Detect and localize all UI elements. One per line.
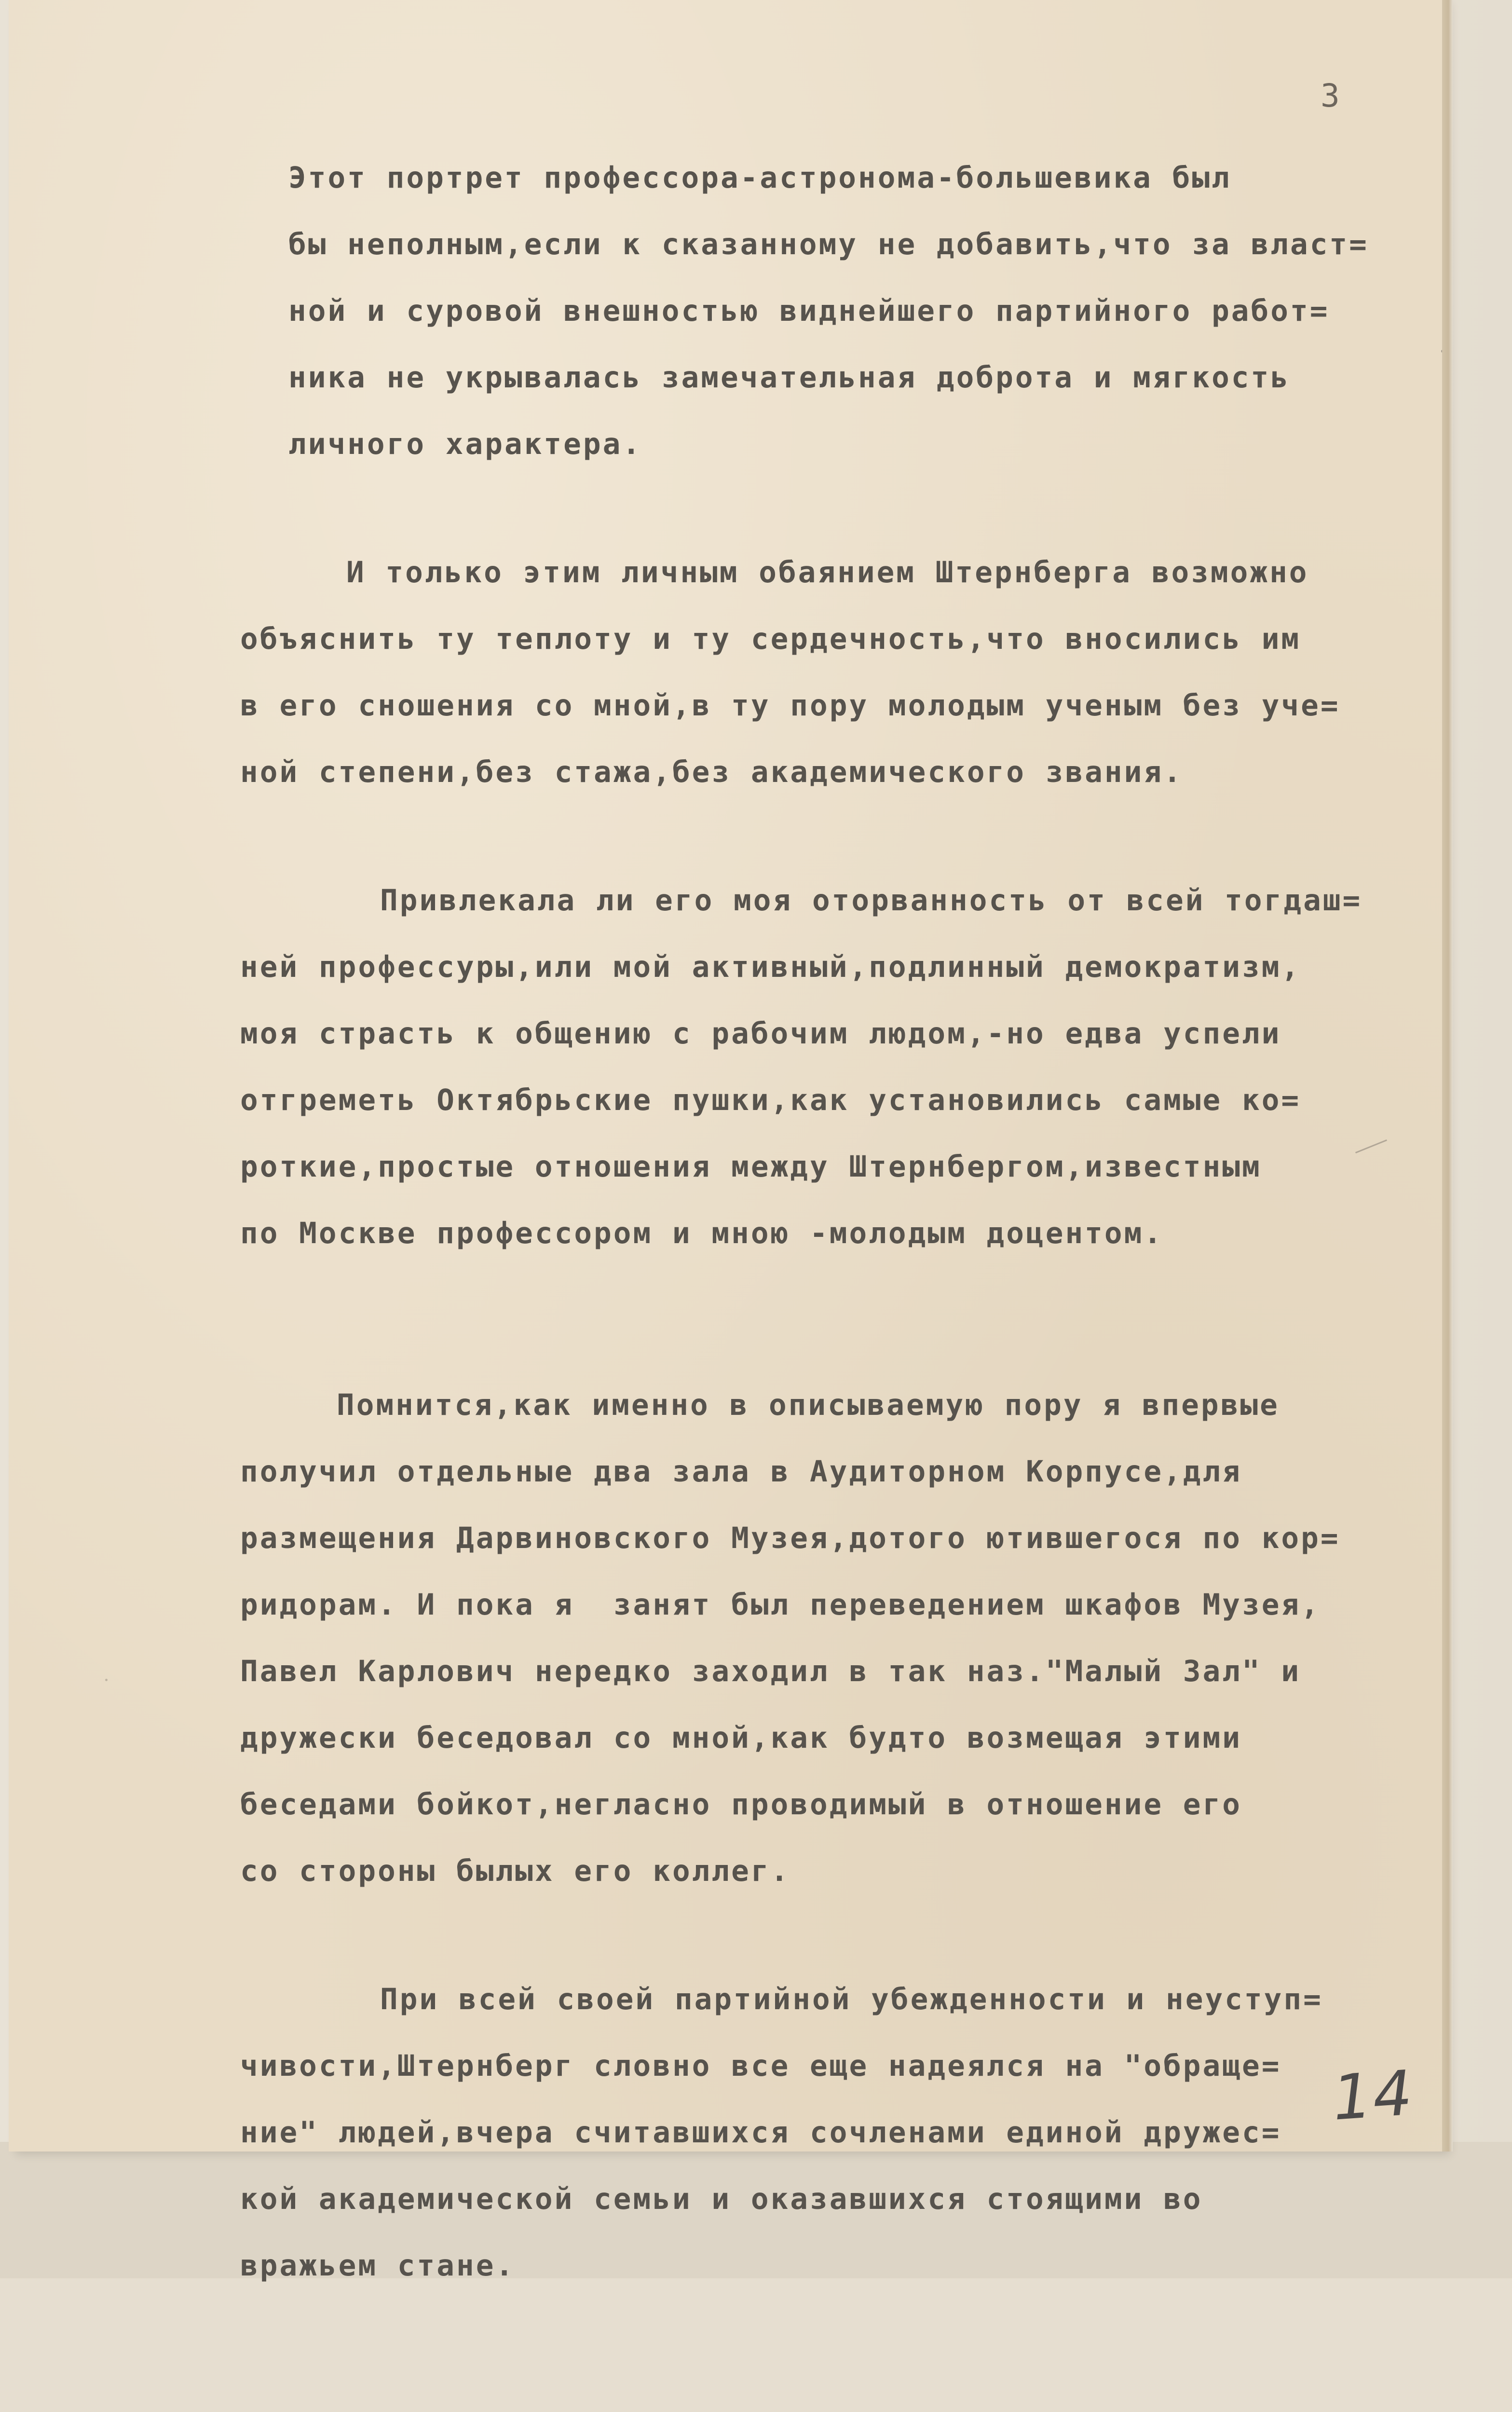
typed-text-body	[240, 145, 1456, 2299]
text-line: по Москве профессором и мною -молодым доцентом.	[240, 1216, 1164, 1250]
text-line: Павел Карлович нередко заходил в так наз."Малый Зал" и	[240, 1654, 1301, 1688]
text-line: дружески беседовал со мной,как будто возмещая этими	[240, 1721, 1242, 1755]
page-number: 3	[1321, 77, 1342, 114]
text-line: ней профессуры,или мой активный,подлинный демократизм,	[240, 950, 1301, 984]
text-line: размещения Дарвиновского Музея,дотого ютившегося по кор=	[240, 1521, 1340, 1555]
text-line: получил отдельные два зала в Аудиторном Корпусе,для	[240, 1454, 1242, 1489]
text-line: ной степени,без стажа,без академического звания.	[240, 755, 1183, 789]
paragraph	[240, 1966, 1456, 2299]
paragraph	[240, 145, 1456, 478]
text-line: При всей своей партийной убежденности и неуступ=	[380, 1982, 1323, 2016]
text-line: кой академической семьи и оказавшихся стоящими во	[240, 2182, 1203, 2216]
paragraph	[240, 539, 1456, 806]
text-line: ние" людей,вчера считавшихся сочленами единой дружес=	[240, 2115, 1281, 2150]
text-line: чивости,Штернберг словно все еще надеялся на "обраще=	[240, 2049, 1281, 2083]
text-line: отгреметь Октябрьские пушки,как установились самые ко=	[240, 1083, 1301, 1117]
text-line: вражьем стане.	[240, 2248, 516, 2283]
text-line: личного характера.	[288, 427, 642, 461]
text-line: ной и суровой внешностью виднейшего партийного работ=	[288, 294, 1330, 328]
ink-speck	[105, 1679, 108, 1681]
text-line: Помнится,как именно в описываемую пору я впервые	[337, 1388, 1280, 1422]
text-line: со стороны былых его коллег.	[240, 1854, 790, 1888]
text-line: Привлекала ли его моя оторванность от всей тогдаш=	[380, 883, 1362, 918]
text-line: Этот портрет профессора-астронома-большевика был	[288, 161, 1231, 195]
text-line: ника не укрывалась замечательная доброта и мягкость	[288, 360, 1290, 395]
text-line: моя страсть к общению с рабочим людом,-но едва успели	[240, 1016, 1281, 1051]
handwritten-folio-number: 14	[1330, 2057, 1416, 2135]
text-line: беседами бойкот,негласно проводимый в отношение его	[240, 1787, 1242, 1822]
text-line: И только этим личным обаянием Штернберга возможно	[346, 555, 1309, 589]
paragraph	[240, 867, 1456, 1267]
text-line: бы неполным,если к сказанному не добавить,что за власт=	[288, 227, 1369, 261]
paragraph	[240, 1372, 1456, 1905]
text-line: в его сношения со мной,в ту пору молодым ученым без уче=	[240, 688, 1340, 723]
text-line: объяснить ту теплоту и ту сердечность,что вносились им	[240, 622, 1301, 656]
page-edge-shadow	[1442, 0, 1453, 2152]
text-line: ридорам. И пока я занят был переведением шкафов Музея,	[240, 1588, 1321, 1622]
text-line: роткие,простые отношения между Штернбергом,известным	[240, 1150, 1262, 1184]
typewritten-page	[9, 0, 1444, 2283]
